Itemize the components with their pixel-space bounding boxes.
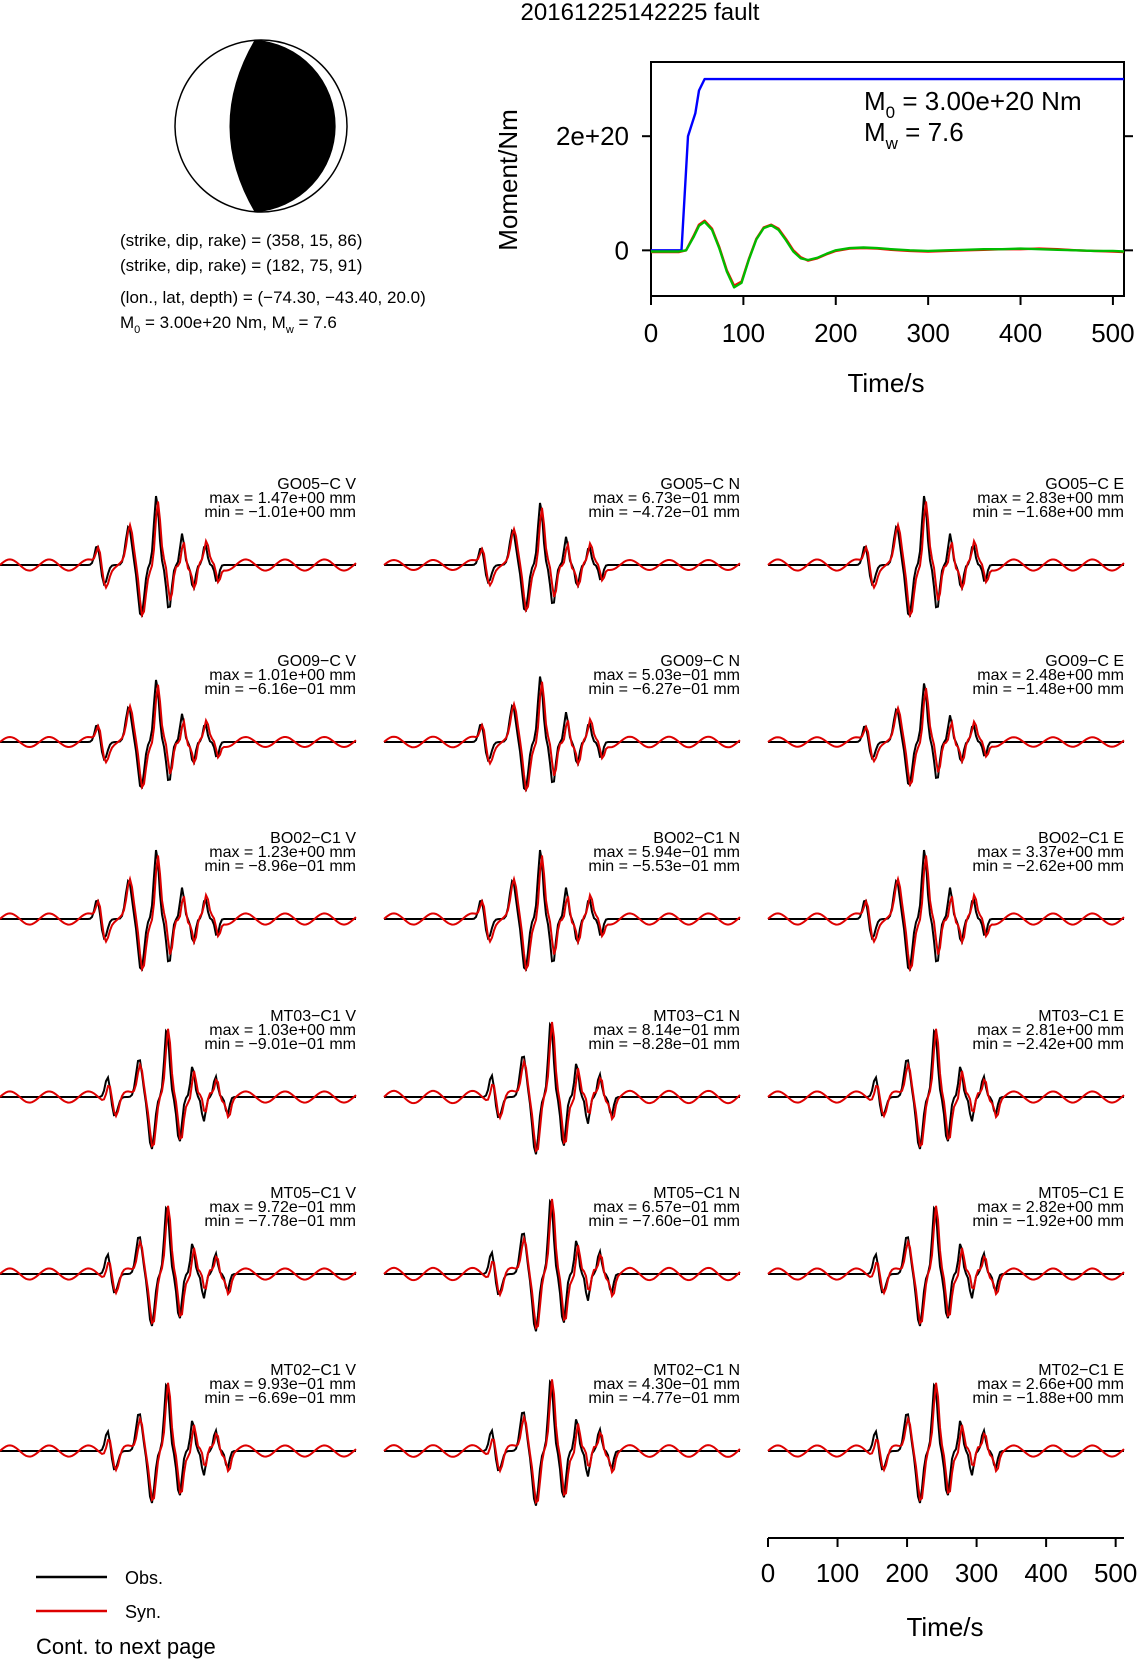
station-label: GO09−C E <box>1045 653 1124 670</box>
waveform-panel <box>384 476 740 610</box>
station-label: MT05−C1 N <box>653 1185 740 1202</box>
waveform-panel <box>384 1362 740 1506</box>
waveform-panel <box>768 1008 1124 1149</box>
min-amplitude: min = −2.62e+00 mm <box>972 858 1124 875</box>
max-amplitude: max = 5.03e−01 mm <box>593 667 740 684</box>
moment-xlabel: Time/s <box>847 368 925 398</box>
station-label: GO05−C E <box>1045 476 1124 493</box>
moment-xtick-label: 200 <box>814 318 858 348</box>
waveform-panel <box>384 653 740 790</box>
waveform-panel <box>0 1362 356 1503</box>
waveform-panel <box>384 1185 740 1331</box>
min-amplitude: min = −4.72e−01 mm <box>588 504 740 521</box>
waveform-panel <box>0 1008 356 1149</box>
waveform-panel <box>0 830 356 969</box>
moment-xtick-label: 0 <box>643 318 659 348</box>
waveform-panel <box>0 1185 356 1326</box>
max-amplitude: max = 2.48e+00 mm <box>977 667 1124 684</box>
moment-xtick-label: 500 <box>1091 318 1135 348</box>
station-label: MT03−C1 N <box>653 1008 740 1025</box>
station-label: BO02−C1 N <box>653 830 740 847</box>
station-label: GO05−C V <box>277 476 356 493</box>
waveform-time-axis <box>761 1538 1138 1642</box>
max-amplitude: max = 6.57e−01 mm <box>593 1199 740 1216</box>
max-amplitude: max = 4.30e−01 mm <box>593 1376 740 1393</box>
max-amplitude: max = 1.03e+00 mm <box>209 1022 356 1039</box>
station-label: BO02−C1 V <box>270 830 356 847</box>
max-amplitude: max = 6.73e−01 mm <box>593 490 740 507</box>
waveform-panel <box>768 653 1124 785</box>
station-label: GO09−C N <box>660 653 740 670</box>
waveform-panel <box>384 1008 740 1154</box>
moment-ytick-label: 2e+20 <box>555 121 629 152</box>
max-amplitude: max = 1.23e+00 mm <box>209 844 356 861</box>
legend-syn-label: Syn. <box>125 1602 162 1622</box>
moment-xtick-label: 400 <box>998 318 1043 348</box>
min-amplitude: min = −6.27e−01 mm <box>588 681 740 698</box>
mechanism-line4: $M_0 = 3.00e+20$ Nm, $M_w = 7.6$ <box>120 313 337 336</box>
waveform-panel <box>768 830 1124 969</box>
moment-chart <box>493 62 1135 398</box>
waveform-panel <box>0 653 356 787</box>
station-label: MT02−C1 V <box>270 1362 356 1379</box>
min-amplitude: min = −1.01e+00 mm <box>204 504 356 521</box>
min-amplitude: min = −8.28e−01 mm <box>588 1036 740 1053</box>
mechanism-line1: (strike, dip, rake) = (358, 15, 86) <box>120 231 363 250</box>
max-amplitude: max = 3.37e+00 mm <box>977 844 1124 861</box>
moment-ylabel: Moment/Nm <box>493 109 523 251</box>
waveform-xtick-label: 200 <box>885 1558 929 1588</box>
station-label: MT03−C1 E <box>1038 1008 1124 1025</box>
waveform-xlabel: Time/s <box>906 1612 984 1642</box>
station-label: MT02−C1 N <box>653 1362 740 1379</box>
station-label: MT05−C1 V <box>270 1185 356 1202</box>
cont-next-page: Cont. to next page <box>36 1634 216 1659</box>
moment-legend-mw: $M_w = 7.6$ <box>864 117 964 153</box>
min-amplitude: min = −2.42e+00 mm <box>972 1036 1124 1053</box>
waveform-xtick-label: 100 <box>815 1558 860 1588</box>
waveform-panel <box>768 1362 1124 1503</box>
min-amplitude: min = −7.78e−01 mm <box>204 1213 356 1230</box>
observed-trace <box>768 684 1124 785</box>
moment-series-2 <box>651 222 1124 288</box>
moment-xtick-label: 100 <box>721 318 766 348</box>
max-amplitude: max = 2.82e+00 mm <box>977 1199 1124 1216</box>
station-label: MT02−C1 E <box>1038 1362 1124 1379</box>
max-amplitude: max = 9.72e−01 mm <box>209 1199 356 1216</box>
min-amplitude: min = −6.16e−01 mm <box>204 681 356 698</box>
max-amplitude: max = 1.47e+00 mm <box>209 490 356 507</box>
waveform-panel <box>768 476 1124 615</box>
min-amplitude: min = −5.53e−01 mm <box>588 858 740 875</box>
waveform-xtick-label: 500 <box>1093 1558 1138 1588</box>
waveform-panel <box>384 830 740 969</box>
station-label: MT03−C1 V <box>270 1008 356 1025</box>
mechanism-line2: (strike, dip, rake) = (182, 75, 91) <box>120 256 363 275</box>
max-amplitude: max = 2.66e+00 mm <box>977 1376 1124 1393</box>
moment-ytick-label: 0 <box>614 235 629 266</box>
mechanism-line3: (lon., lat, depth) = (−74.30, −43.40, 20.0) <box>120 288 426 307</box>
min-amplitude: min = −4.77e−01 mm <box>588 1390 740 1407</box>
station-label: MT05−C1 E <box>1038 1185 1124 1202</box>
max-amplitude: max = 2.81e+00 mm <box>977 1022 1124 1039</box>
waveform-panel <box>0 476 356 615</box>
min-amplitude: min = −1.68e+00 mm <box>972 504 1124 521</box>
waveform-xtick-label: 400 <box>1024 1558 1068 1588</box>
waveform-grid <box>0 476 1124 1506</box>
moment-xtick-label: 300 <box>906 318 950 348</box>
beachball <box>175 40 347 212</box>
legend-obs-label: Obs. <box>125 1568 164 1588</box>
min-amplitude: min = −8.96e−01 mm <box>204 858 356 875</box>
waveform-xtick-label: 0 <box>760 1558 776 1588</box>
max-amplitude: max = 9.93e−01 mm <box>209 1376 356 1393</box>
min-amplitude: min = −1.88e+00 mm <box>972 1390 1124 1407</box>
max-amplitude: max = 2.83e+00 mm <box>977 490 1124 507</box>
figure-title: 20161225142225 fault <box>520 0 760 26</box>
min-amplitude: min = −6.69e−01 mm <box>204 1390 356 1407</box>
station-label: GO05−C N <box>660 476 740 493</box>
max-amplitude: max = 8.14e−01 mm <box>593 1022 740 1039</box>
moment-legend-m0: $M_0 = 3.00e+20$ Nm <box>864 86 1082 122</box>
waveform-panel <box>768 1185 1124 1326</box>
max-amplitude: max = 1.01e+00 mm <box>209 667 356 684</box>
min-amplitude: min = −1.48e+00 mm <box>972 681 1124 698</box>
waveform-xtick-label: 300 <box>954 1558 999 1588</box>
waveform-legend <box>36 1568 163 1622</box>
min-amplitude: min = −7.60e−01 mm <box>588 1213 740 1230</box>
min-amplitude: min = −1.92e+00 mm <box>972 1213 1124 1230</box>
max-amplitude: max = 5.94e−01 mm <box>593 844 740 861</box>
station-label: BO02−C1 E <box>1038 830 1124 847</box>
station-label: GO09−C V <box>277 653 356 670</box>
min-amplitude: min = −9.01e−01 mm <box>204 1036 356 1053</box>
